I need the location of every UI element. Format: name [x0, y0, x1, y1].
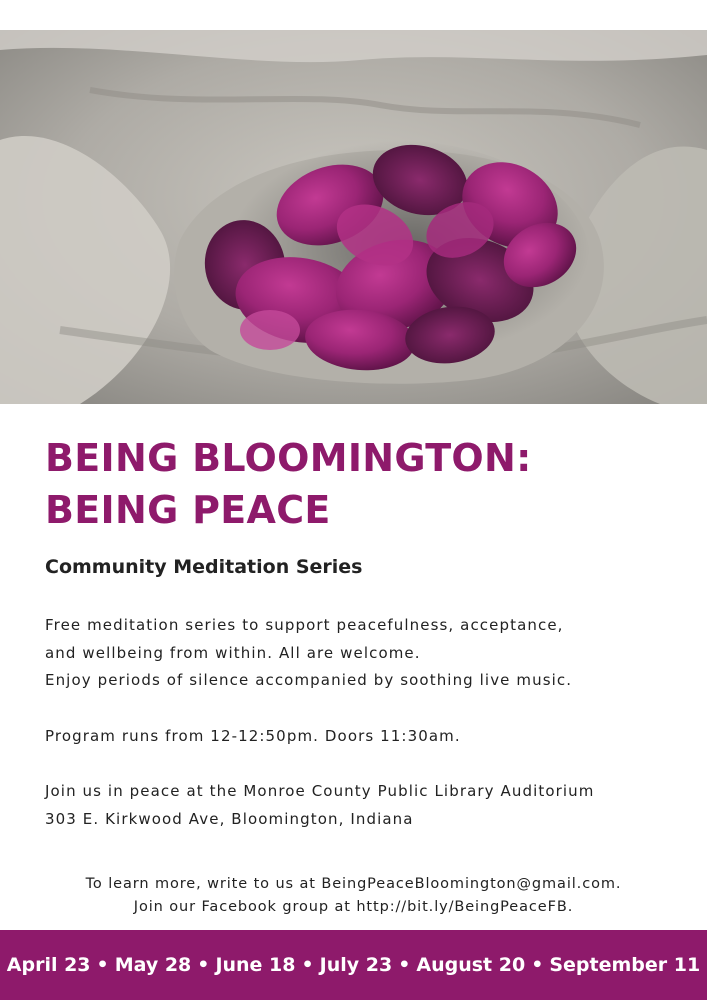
contact-email-line: To learn more, write to us at BeingPeaceBloomington@gmail.com.	[85, 876, 622, 892]
page-title	[45, 432, 532, 536]
schedule-text: Program runs from 12-12:50pm. Doors 11:30am.	[45, 726, 461, 745]
event-date: July 23	[319, 954, 393, 976]
location-line-1: Join us in peace at the Monroe County Public Library Auditorium	[45, 782, 595, 800]
statue-hands-petals-image	[0, 30, 707, 404]
hero-image	[0, 30, 707, 404]
date-separator: •	[96, 954, 109, 976]
description-line-1: Free meditation series to support peacefulness, acceptance,	[45, 616, 564, 634]
title-line-2: BEING PEACE	[45, 488, 331, 532]
event-date: June 18	[215, 954, 296, 976]
date-separator: •	[531, 954, 544, 976]
description-line-2: and wellbeing from within. All are welcome.	[45, 643, 421, 662]
date-separator: •	[301, 954, 314, 976]
title-line-1: BEING BLOOMINGTON:	[45, 436, 532, 480]
event-date: August 20	[416, 954, 526, 976]
event-date: April 23	[6, 954, 91, 976]
location-line-2: 303 E. Kirkwood Ave, Bloomington, Indiana	[45, 809, 414, 828]
date-separator: •	[398, 954, 411, 976]
contact-info	[0, 873, 707, 919]
contact-facebook-line: Join our Facebook group at http://bit.ly/BeingPeaceFB.	[133, 899, 574, 915]
description-line-3: Enjoy periods of silence accompanied by soothing live music.	[45, 671, 573, 689]
event-date: September 11	[549, 954, 701, 976]
event-dates-bar	[0, 930, 707, 1000]
subtitle: Community Meditation Series	[45, 556, 363, 578]
date-separator: •	[197, 954, 210, 976]
event-details	[45, 612, 594, 833]
event-date: May 28	[114, 954, 192, 976]
